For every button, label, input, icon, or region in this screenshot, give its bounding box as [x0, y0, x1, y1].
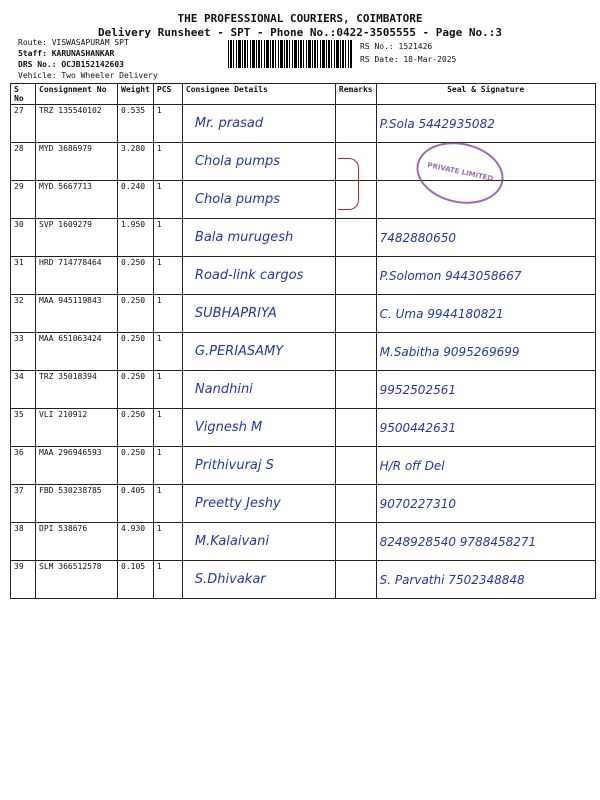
runsheet-subtitle: Delivery Runsheet - SPT - Phone No.:0422-3505555 - Page No.:3 — [98, 26, 502, 39]
cell-sno: 33 — [11, 333, 36, 371]
cell-consignment-no: MAA 651063424 — [36, 333, 118, 371]
rs-date: RS Date: 18-Mar-2025 — [360, 55, 457, 64]
col-consignee-header: Consignee Details — [182, 84, 335, 105]
table-row — [11, 523, 596, 561]
cell-consignment-no: FBD 530238785 — [36, 485, 118, 523]
cell-signature: P.Solomon 9443058667 — [376, 257, 595, 295]
cell-consignment-no: TRZ 35018394 — [36, 371, 118, 409]
cell-signature: 7482880650 — [376, 219, 595, 257]
cell-pcs: 1 — [153, 181, 182, 219]
cell-sno: 39 — [11, 561, 36, 599]
cell-consignee: Nandhini — [182, 371, 335, 409]
cell-pcs: 1 — [153, 409, 182, 447]
cell-pcs: 1 — [153, 485, 182, 523]
cell-pcs: 1 — [153, 447, 182, 485]
col-signature-header: Seal & Signature — [376, 84, 595, 105]
cell-pcs: 1 — [153, 371, 182, 409]
cell-remarks — [335, 333, 376, 371]
cell-consignment-no: MAA 945119843 — [36, 295, 118, 333]
cell-remarks — [335, 561, 376, 599]
rs-number: RS No.: 1521426 — [360, 42, 433, 51]
cell-pcs: 1 — [153, 219, 182, 257]
cell-consignment-no: HRD 714778464 — [36, 257, 118, 295]
cell-remarks — [335, 295, 376, 333]
cell-remarks — [335, 447, 376, 485]
cell-remarks — [335, 219, 376, 257]
col-remarks-header: Remarks — [335, 84, 376, 105]
cell-pcs: 1 — [153, 333, 182, 371]
cell-remarks — [335, 409, 376, 447]
cell-pcs: 1 — [153, 295, 182, 333]
cell-pcs: 1 — [153, 561, 182, 599]
cell-consignee: G.PERIASAMY — [182, 333, 335, 371]
cell-signature: S. Parvathi 7502348848 — [376, 561, 595, 599]
cell-signature: M.Sabitha 9095269699 — [376, 333, 595, 371]
cell-sno: 38 — [11, 523, 36, 561]
cell-sno: 31 — [11, 257, 36, 295]
cell-consignment-no: TRZ 135540102 — [36, 105, 118, 143]
cell-sno: 35 — [11, 409, 36, 447]
cell-consignment-no: VLI 210912 — [36, 409, 118, 447]
company-title: THE PROFESSIONAL COURIERS, COIMBATORE — [177, 12, 423, 25]
cell-signature: H/R off Del — [376, 447, 595, 485]
cell-consignment-no: MYD 3686979 — [36, 143, 118, 181]
cell-weight: 0.250 — [118, 409, 154, 447]
cell-sno: 27 — [11, 105, 36, 143]
cell-weight: 0.250 — [118, 295, 154, 333]
cell-consignment-no: DPI 538676 — [36, 523, 118, 561]
cell-weight: 0.105 — [118, 561, 154, 599]
vehicle-label: Vehicle: Two Wheeler Delivery — [18, 71, 158, 80]
cell-pcs: 1 — [153, 143, 182, 181]
cell-consignee: Mr. prasad — [182, 105, 335, 143]
table-row — [11, 485, 596, 523]
table-row — [11, 371, 596, 409]
route-label: Route: VISWASAPURAM SPT — [18, 38, 129, 47]
table-row — [11, 333, 596, 371]
cell-signature: 9952502561 — [376, 371, 595, 409]
cell-consignee: M.Kalaivani — [182, 523, 335, 561]
col-pcs-header: PCS — [153, 84, 182, 105]
cell-remarks — [335, 105, 376, 143]
cell-pcs: 1 — [153, 105, 182, 143]
cell-remarks — [335, 485, 376, 523]
table-row — [11, 295, 596, 333]
cell-signature: 9500442631 — [376, 409, 595, 447]
cell-weight: 0.405 — [118, 485, 154, 523]
cell-sno: 30 — [11, 219, 36, 257]
cell-sno: 29 — [11, 181, 36, 219]
cell-consignment-no: SVP 1609279 — [36, 219, 118, 257]
cell-sno: 32 — [11, 295, 36, 333]
cell-signature: 8248928540 9788458271 — [376, 523, 595, 561]
company-seal-stamp: PRIVATE LIMITED — [411, 135, 510, 212]
table-row — [11, 409, 596, 447]
table-row — [11, 105, 596, 143]
table-row — [11, 561, 596, 599]
cell-weight: 3.280 — [118, 143, 154, 181]
table-row — [11, 447, 596, 485]
cell-signature: P.Sola 5442935082 — [376, 105, 595, 143]
cell-weight: 0.250 — [118, 447, 154, 485]
cell-remarks — [335, 523, 376, 561]
cell-weight: 4.930 — [118, 523, 154, 561]
cell-sno: 36 — [11, 447, 36, 485]
cell-consignee: SUBHAPRIYA — [182, 295, 335, 333]
col-consignment-header: Consignment No — [36, 84, 118, 105]
cell-sno: 28 — [11, 143, 36, 181]
cell-consignee: Chola pumps — [182, 181, 335, 219]
cell-remarks — [335, 371, 376, 409]
drs-label: DRS No.: OCJB152142603 — [18, 60, 124, 69]
cell-pcs: 1 — [153, 257, 182, 295]
col-sno-header: S No — [11, 84, 36, 105]
cell-sno: 37 — [11, 485, 36, 523]
cell-remarks — [335, 257, 376, 295]
staff-label: Staff: KARUNASHANKAR — [18, 49, 115, 58]
barcode — [228, 40, 352, 68]
cell-weight: 0.250 — [118, 371, 154, 409]
cell-consignee: S.Dhivakar — [182, 561, 335, 599]
cell-weight: 0.250 — [118, 333, 154, 371]
cell-consignee: Preetty Jeshy — [182, 485, 335, 523]
table-row — [11, 181, 596, 219]
cell-consignee: Vignesh M — [182, 409, 335, 447]
table-header-row — [11, 84, 596, 105]
cell-consignment-no: MAA 296946593 — [36, 447, 118, 485]
cell-signature: 9070227310 — [376, 485, 595, 523]
table-row — [11, 257, 596, 295]
cell-signature: C. Uma 9944180821 — [376, 295, 595, 333]
cell-sno: 34 — [11, 371, 36, 409]
cell-pcs: 1 — [153, 523, 182, 561]
cell-weight: 0.535 — [118, 105, 154, 143]
cell-consignment-no: MYD 5667713 — [36, 181, 118, 219]
cell-consignee: Chola pumps — [182, 143, 335, 181]
remark-bracket-mark — [338, 158, 359, 210]
table-row — [11, 219, 596, 257]
cell-weight: 1.950 — [118, 219, 154, 257]
col-weight-header: Weight — [118, 84, 154, 105]
cell-consignee: Road-link cargos — [182, 257, 335, 295]
cell-weight: 0.250 — [118, 257, 154, 295]
table-row — [11, 143, 596, 181]
cell-consignee: Bala murugesh — [182, 219, 335, 257]
cell-consignee: Prithivuraj S — [182, 447, 335, 485]
runsheet-table — [10, 83, 596, 599]
cell-consignment-no: SLM 366512578 — [36, 561, 118, 599]
cell-weight: 0.240 — [118, 181, 154, 219]
